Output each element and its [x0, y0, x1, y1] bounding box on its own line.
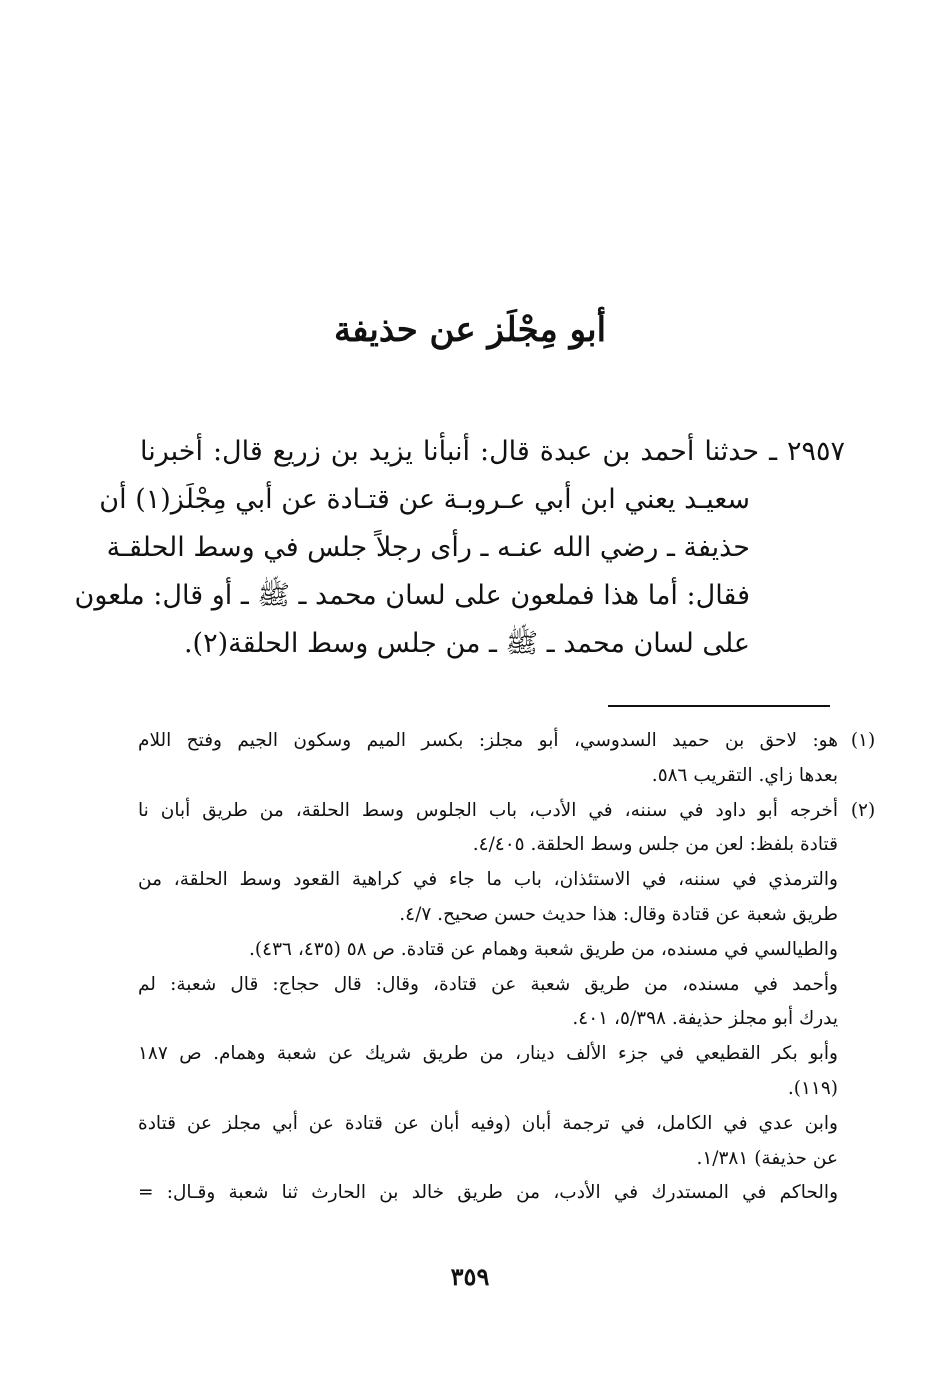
hadith-line: سعيـد يعني ابن أبي عـروبـة عن قتـادة عن أبي مِجْلَز(١) أن — [99, 484, 750, 515]
hadith-line: ٢٩٥٧ ـ حدثنا أحمد بن عبدة قال: أنبأنا يزيد بن زريع قال: أخبرنا — [140, 436, 845, 467]
footnote-paragraph — [138, 1176, 838, 1211]
footnote-line: عن حذيفة) ١/٣٨١. — [696, 1147, 838, 1169]
page-number: ٣٥٩ — [450, 1262, 490, 1291]
footnote-line: وابن عدي في الكامل، في ترجمة أبان (وفيه أبان عن قتادة عن أبي مجلز عن قتادة — [138, 1112, 838, 1134]
footnote-paragraph — [138, 863, 838, 933]
footnote — [138, 794, 876, 864]
hadith-line: على لسان محمد ـ ﷺ ـ من جلس وسط الحلقة(٢). — [183, 628, 750, 659]
footnote-line: بعدها زاي. التقريب ٥٨٦. — [651, 764, 838, 786]
footnote-line: أخرجه أبو داود في سننه، في الأدب، باب الجلوس وسط الحلقة، من طريق أبان نا — [138, 799, 838, 821]
footnote-paragraph — [138, 968, 838, 1038]
footnote-separator — [608, 705, 830, 707]
footnotes — [138, 724, 876, 1211]
chapter-title: أبو مِجْلَز عن حذيفة — [333, 310, 607, 350]
footnote-number: (١) — [850, 730, 876, 751]
footnote-line: والطيالسي في مسنده، من طريق شعبة وهمام عن قتادة. ص ٥٨ (٤٣٥، ٤٣٦). — [249, 938, 838, 960]
footnote-line: والترمذي في سننه، في الاستئذان، باب ما جاء في كراهية القعود وسط الحلقة، من — [138, 869, 838, 891]
footnote-paragraph — [138, 1107, 838, 1177]
footnote-line: (١١٩). — [787, 1077, 838, 1099]
footnote-line: وأبو بكر القطيعي في جزء الألف دينار، من طريق شريك عن شعبة وهمام. ص ١٨٧ — [138, 1043, 838, 1065]
footnote-line: والحاكم في المستدرك في الأدب، من طريق خالد بن الحارث ثنا شعبة وقـال: = — [138, 1182, 838, 1204]
footnote-line: يدرك أبو مجلز حذيفة. ٥/٣٩٨، ٤٠١. — [572, 1008, 838, 1030]
footnote-line: طريق شعبة عن قتادة وقال: هذا حديث حسن صحيح. ٤/٧. — [399, 903, 838, 925]
hadith-line: فقال: أما هذا فملعون على لسان محمد ـ ﷺ ـ أو قال: ملعون — [74, 580, 750, 611]
hadith-text — [74, 428, 845, 668]
footnote-line: قتادة بلفظ: لعن من جلس وسط الحلقة. ٤/٤٠٥. — [472, 834, 838, 856]
footnote-number: (٢) — [850, 799, 876, 821]
footnote — [138, 724, 876, 794]
footnote-paragraph — [138, 933, 838, 968]
hadith-line: حذيفة ـ رضي الله عنـه ـ رأى رجلاً جلس في وسط الحلقـة — [106, 532, 750, 563]
footnote-line: وأحمد في مسنده، من طريق شعبة عن قتادة، وقال: قال حجاج: قال شعبة: لم — [138, 973, 838, 995]
footnote-line: هو: لاحق بن حميد السدوسي، أبو مجلز: بكسر الميم وسكون الجيم وفتح اللام — [138, 730, 838, 751]
footnote-paragraph — [138, 1037, 838, 1107]
